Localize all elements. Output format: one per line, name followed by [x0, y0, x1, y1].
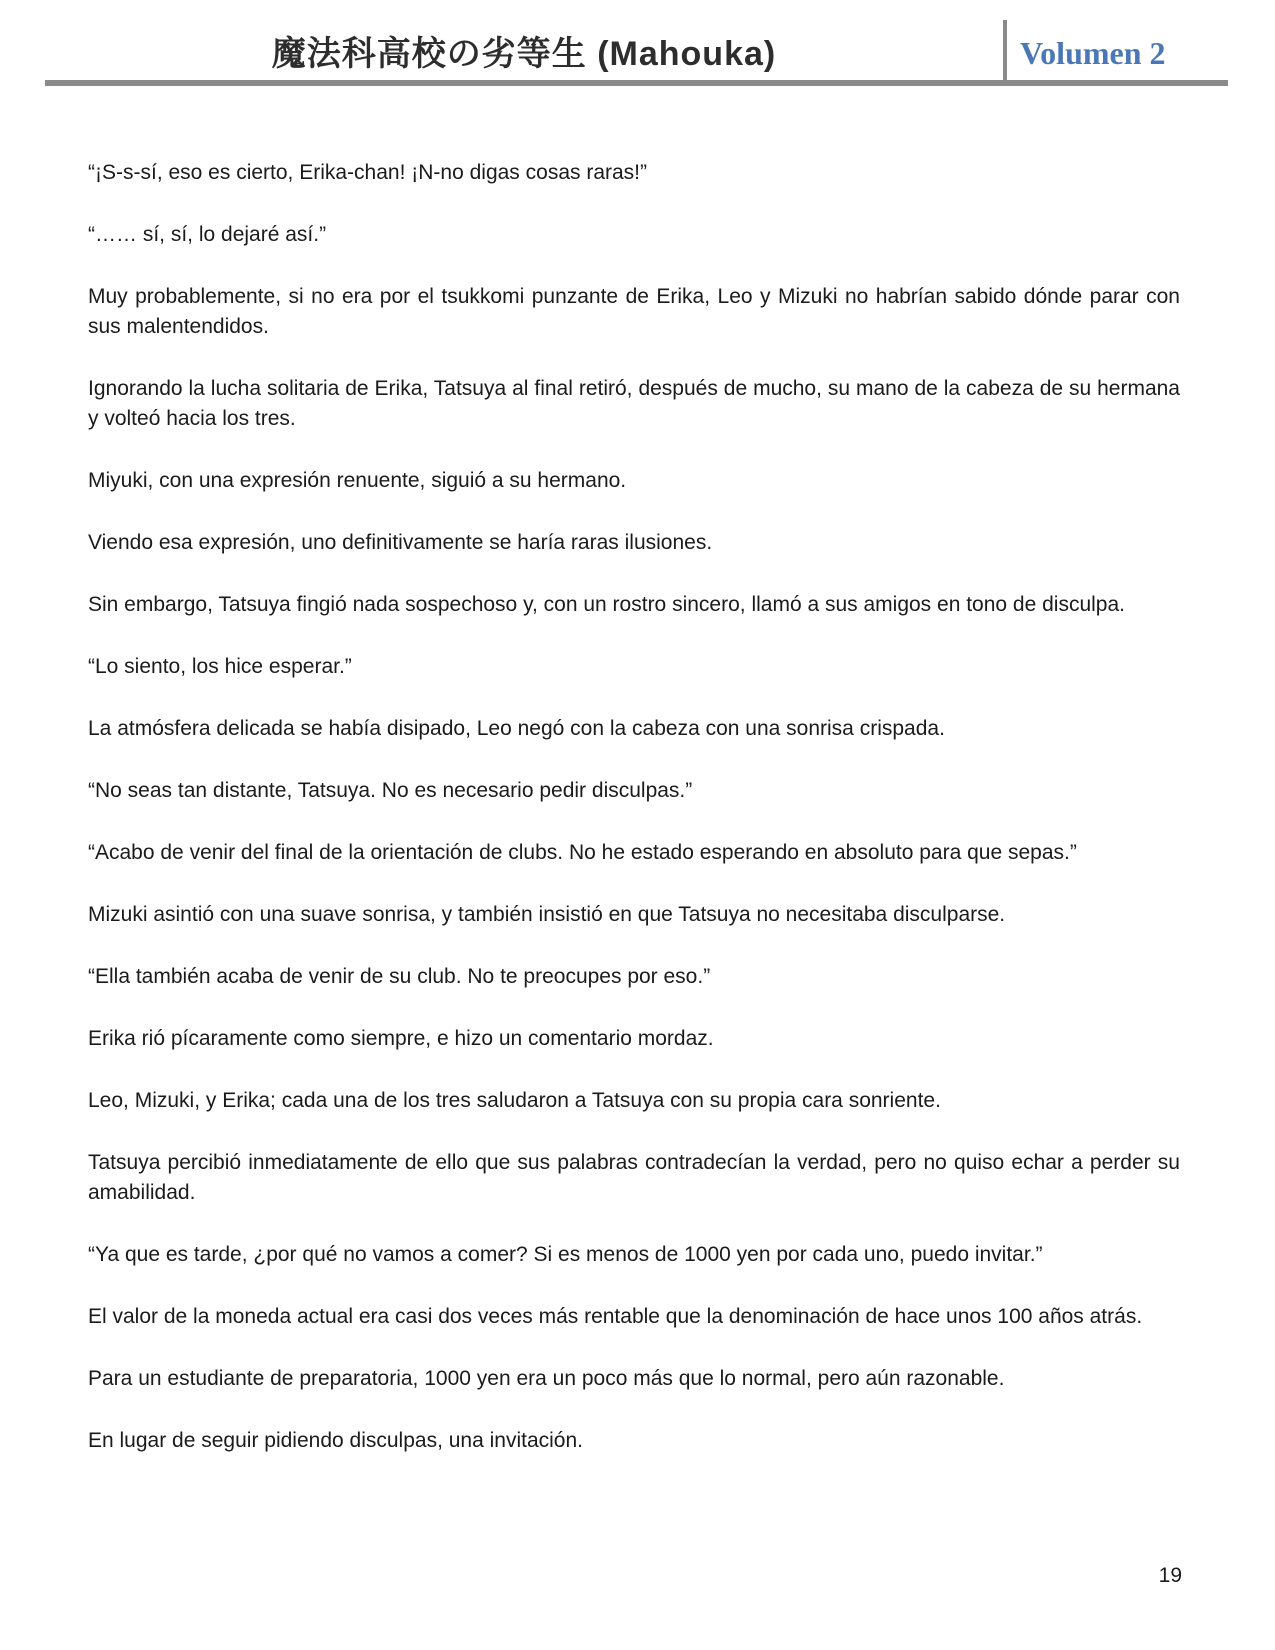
paragraph-narration-3: Miyuki, con una expresión renuente, siguió a su hermano.	[88, 469, 627, 492]
paragraph-narration-10: Tatsuya percibió inmediatamente de ello que sus palabras contradecían la verdad, pero no quiso echar a perder su amabilidad.	[88, 1151, 1180, 1204]
volume-label: Volumen 2	[1020, 35, 1166, 71]
paragraph-narration-13: En lugar de seguir pidiendo disculpas, una invitación.	[88, 1429, 583, 1452]
paragraph-narration-6: La atmósfera delicada se había disipado, Leo negó con la cabeza con una sonrisa crispada.	[88, 717, 945, 740]
paragraph-narration-7: Mizuki asintió con una suave sonrisa, y también insistió en que Tatsuya no necesitaba disculparse.	[88, 903, 1006, 926]
paragraph-narration-2: Ignorando la lucha solitaria de Erika, Tatsuya al final retiró, después de mucho, su mano de la cabeza de su hermana y volteó hacia los tres.	[88, 377, 1180, 430]
header-volume-cell	[1007, 35, 1228, 80]
page-number: 19	[1158, 1564, 1182, 1587]
paragraph-narration-11: El valor de la moneda actual era casi dos veces más rentable que la denominación de hace unos 100 años atrás.	[88, 1305, 1143, 1328]
paragraph-narration-8: Erika rió pícaramente como siempre, e hizo un comentario mordaz.	[88, 1027, 714, 1050]
paragraph-dialogue-2: “…… sí, sí, lo dejaré así.”	[88, 223, 327, 246]
page-title: 魔法科高校の劣等生 (Mahouka)	[271, 35, 777, 73]
paragraph-dialogue-7: “Ya que es tarde, ¿por qué no vamos a comer? Si es menos de 1000 yen por cada uno, puedo invitar.”	[88, 1243, 1043, 1266]
paragraph-dialogue-1: “¡S-s-sí, eso es cierto, Erika-chan! ¡N-no digas cosas raras!”	[88, 161, 648, 184]
paragraph-narration-4: Viendo esa expresión, uno definitivamente se haría raras ilusiones.	[88, 531, 713, 554]
header-title-cell	[45, 26, 1003, 80]
paragraph-dialogue-4: “No seas tan distante, Tatsuya. No es necesario pedir disculpas.”	[88, 779, 693, 802]
paragraph-dialogue-6: “Ella también acaba de venir de su club. No te preocupes por eso.”	[88, 965, 711, 988]
paragraph-narration-9: Leo, Mizuki, y Erika; cada una de los tres saludaron a Tatsuya con su propia cara sonriente.	[88, 1089, 941, 1112]
page-body	[88, 158, 1180, 1488]
paragraph-narration-12: Para un estudiante de preparatoria, 1000 yen era un poco más que lo normal, pero aún razonable.	[88, 1367, 1005, 1390]
paragraph-narration-5: Sin embargo, Tatsuya fingió nada sospechoso y, con un rostro sincero, llamó a sus amigos en tono de disculpa.	[88, 593, 1125, 616]
paragraph-dialogue-5: “Acabo de venir del final de la orientación de clubs. No he estado esperando en absoluto para que sepas.”	[88, 841, 1077, 864]
page-header	[45, 0, 1228, 86]
paragraph-narration-1: Muy probablemente, si no era por el tsukkomi punzante de Erika, Leo y Mizuki no habrían sabido dónde parar con sus malentendidos.	[88, 285, 1180, 338]
paragraph-dialogue-3: “Lo siento, los hice esperar.”	[88, 655, 352, 678]
